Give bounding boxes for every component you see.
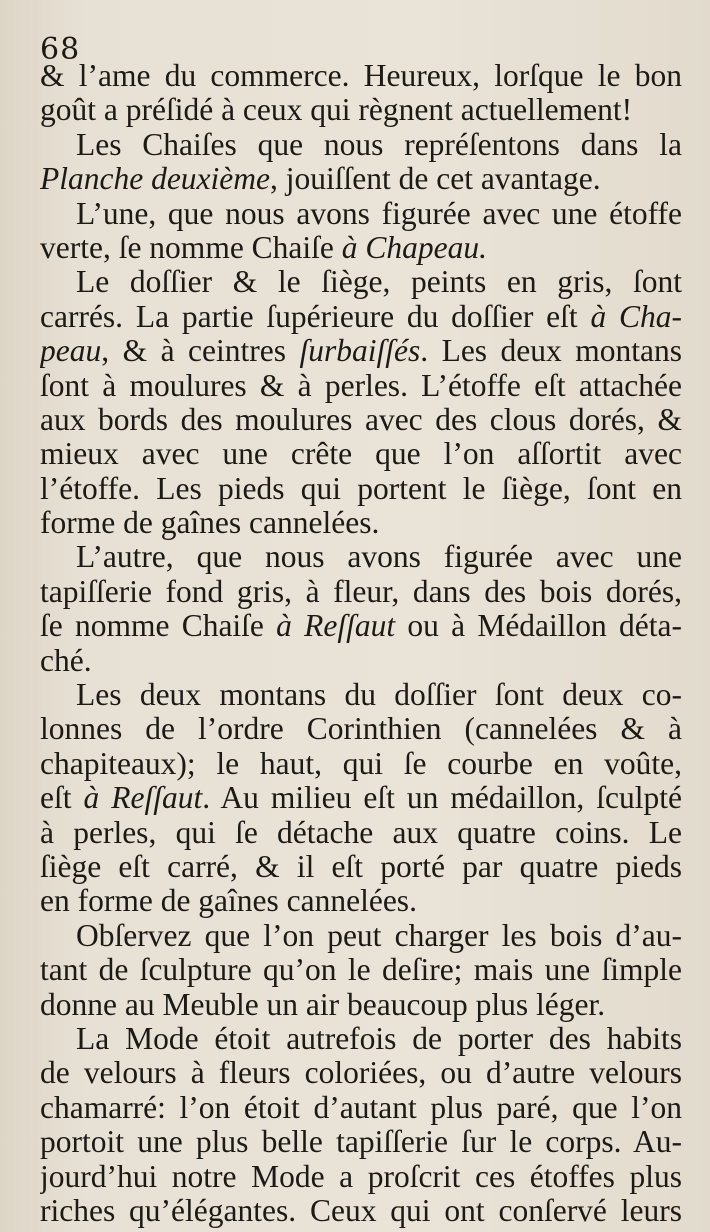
text-line: peau, & à ceintres ſurbaiſſés. Les deux montans [40, 334, 682, 369]
text-line: ſiège eſt carré, & il eſt porté par quatre pieds [40, 849, 682, 884]
text-line: tapiſſerie fond gris, à fleur, dans des bois dorés, [40, 574, 682, 609]
text-line: ché. [40, 643, 92, 678]
text-line: eſt à Reſſaut. Au milieu eſt un médaillon, ſculpté [40, 781, 682, 816]
text-line: ſe nomme Chaiſe à Reſſaut ou à Médaillon déta- [40, 609, 682, 644]
text-line: chapiteaux); le haut, qui ſe courbe en voûte, [40, 746, 682, 781]
text-line: verte, ſe nomme Chaiſe à Chapeau. [40, 230, 488, 265]
text-line: forme de gaînes cannelées. [40, 506, 380, 541]
text-line: lonnes de l’ordre Corinthien (cannelées & à [40, 712, 682, 747]
text-line: & l’ame du commerce. Heureux, lorſque le bon [40, 59, 682, 93]
text-line: aux bords des moulures avec des clous dorés, & [40, 402, 682, 437]
text-line: en forme de gaînes cannelées. [40, 884, 417, 919]
text-line: L’une, que nous avons figurée avec une étoffe [76, 196, 682, 231]
body-text [40, 59, 682, 1228]
text-line: l’étoffe. Les pieds qui portent le ſiège, ſont en [40, 471, 682, 506]
text-line: La Mode étoit autrefois de porter des habits [76, 1021, 682, 1056]
text-line: chamarré: l’on étoit d’autant plus paré, que l’on [40, 1090, 682, 1125]
text-line: ſont à moulures & à perles. L’étoffe eſt attachée [40, 368, 682, 403]
page-number: 68 [40, 32, 81, 67]
text-line: donne au Meuble un air beaucoup plus léger. [40, 987, 606, 1022]
text-line: Obſervez que l’on peut charger les bois d’au- [76, 918, 682, 953]
text-line: riches qu’élégantes. Ceux qui ont conſervé leurs [40, 1193, 682, 1228]
text-line: L’autre, que nous avons figurée avec une [76, 540, 682, 575]
text-line: portoit une plus belle tapiſſerie ſur le corps. Au- [40, 1125, 682, 1160]
text-line: carrés. La partie ſupérieure du doſſier eſt à Cha- [40, 299, 682, 334]
text-line: tant de ſculpture qu’on le deſire; mais une ſimple [40, 953, 682, 988]
text-line: Le doſſier & le ſiège, peints en gris, ſont [76, 265, 682, 300]
text-line: Les deux montans du doſſier ſont deux co- [76, 678, 682, 713]
text-line: goût a préſidé à ceux qui règnent actuellement! [40, 93, 633, 128]
text-line: à perles, qui ſe détache aux quatre coins. Le [40, 815, 682, 850]
text-line: Les Chaiſes que nous repréſentons dans la [76, 127, 682, 162]
text-line: de velours à fleurs coloriées, ou d’autre velours [40, 1056, 682, 1091]
text-line: mieux avec une crête que l’on aſſortit avec [40, 437, 682, 472]
text-line: Planche deuxième, jouiſſent de cet avantage. [40, 162, 601, 197]
text-line: jourd’hui notre Mode a proſcrit ces étoffes plus [40, 1159, 682, 1194]
